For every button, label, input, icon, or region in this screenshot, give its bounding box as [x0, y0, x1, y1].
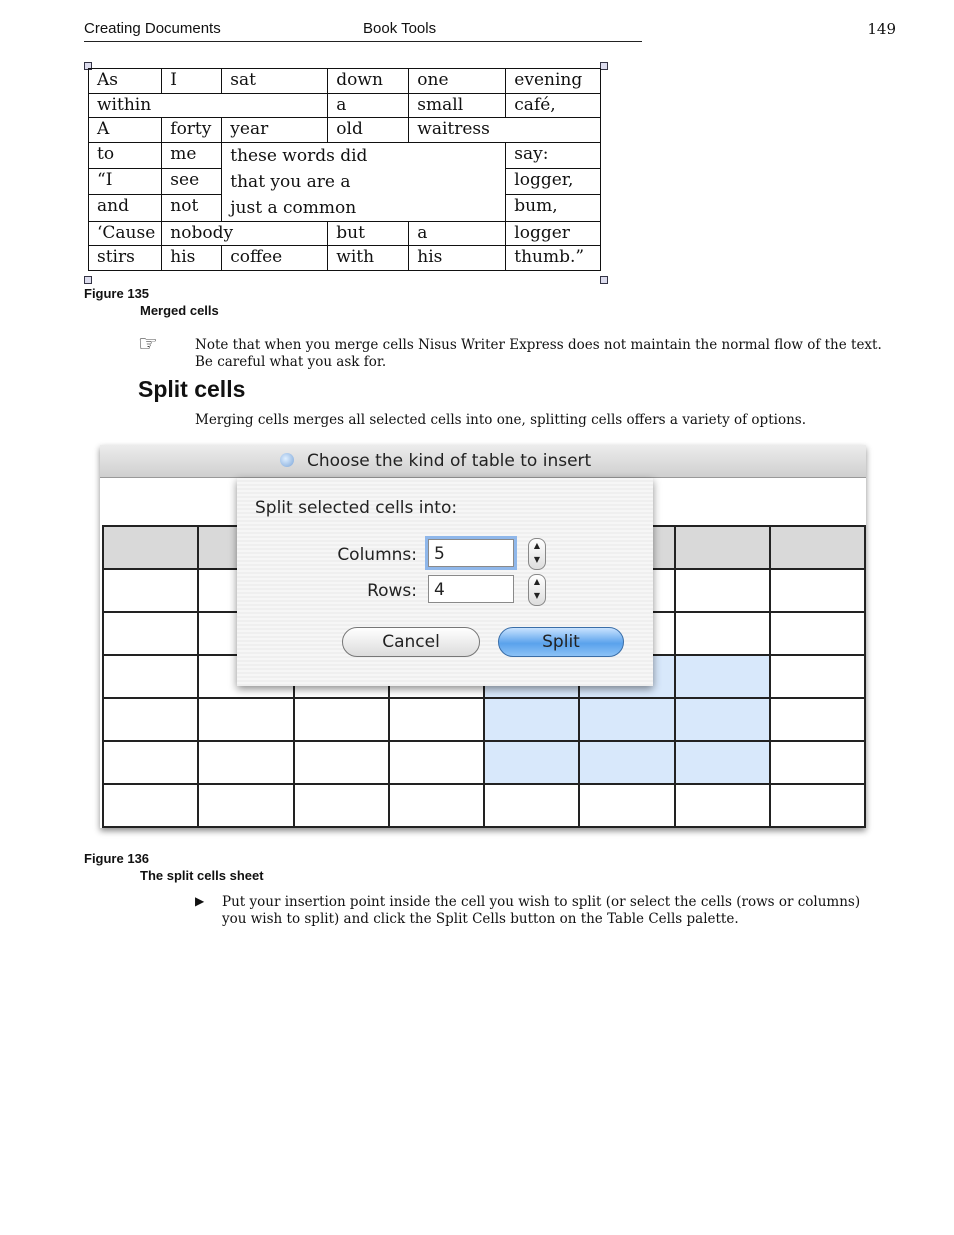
grid-cell[interactable]	[770, 741, 865, 784]
grid-cell[interactable]	[103, 526, 198, 569]
table-row	[89, 118, 601, 143]
table-cell: a	[328, 93, 409, 118]
merged-cells-table	[88, 68, 601, 271]
pointing-hand-icon: ☞	[138, 332, 158, 357]
grid-cell[interactable]	[389, 784, 484, 827]
table-cell: but	[328, 221, 409, 246]
merged-line: these words did	[230, 145, 368, 166]
grid-cell[interactable]	[103, 612, 198, 655]
selected-cell[interactable]	[675, 655, 770, 698]
table-cell: sat	[222, 69, 328, 94]
table-cell: old	[328, 118, 409, 143]
table-cell: to	[89, 142, 162, 168]
table-cell: ‘Cause	[89, 221, 162, 246]
grid-cell[interactable]	[770, 612, 865, 655]
grid-cell[interactable]	[103, 741, 198, 784]
grid-cell[interactable]	[294, 741, 389, 784]
rows-input[interactable]: 4	[428, 575, 514, 603]
table-cell: A	[89, 118, 162, 143]
grid-cell[interactable]	[770, 784, 865, 827]
grid-cell[interactable]	[103, 698, 198, 741]
table-cell: coffee	[222, 246, 328, 271]
header-chapter: Creating Documents	[84, 20, 221, 37]
grid-cell[interactable]	[770, 655, 865, 698]
selected-cell[interactable]	[675, 698, 770, 741]
table-cell: down	[328, 69, 409, 94]
grid-cell[interactable]	[675, 612, 770, 655]
header-section: Book Tools	[363, 20, 437, 37]
selected-cell[interactable]	[484, 741, 579, 784]
merged-line: just a common	[230, 197, 357, 218]
grid-cell[interactable]	[103, 569, 198, 612]
selected-cell[interactable]	[675, 741, 770, 784]
table-cell: small	[409, 93, 506, 118]
table-cell: me	[162, 142, 222, 168]
columns-label: Columns:	[337, 545, 417, 565]
selection-handle[interactable]	[84, 276, 92, 284]
grid-cell[interactable]	[198, 784, 293, 827]
grid-cell[interactable]	[579, 784, 674, 827]
table-row	[103, 741, 865, 784]
split-button[interactable]: Split	[498, 627, 624, 657]
rows-label: Rows:	[367, 581, 417, 601]
table-cell: logger,	[506, 168, 601, 194]
merged-line: that you are a	[230, 171, 351, 192]
table-cell: with	[328, 246, 409, 271]
table-cell: nobody	[162, 221, 328, 246]
grid-cell[interactable]	[484, 784, 579, 827]
grid-cell[interactable]	[294, 698, 389, 741]
selection-handle[interactable]	[600, 276, 608, 284]
table-cell: his	[162, 246, 222, 271]
figure-number: Figure 135	[84, 286, 150, 301]
merged-block-cell	[222, 142, 506, 221]
table-cell: his	[409, 246, 506, 271]
window-title: Choose the kind of table to insert	[307, 451, 592, 471]
rows-stepper[interactable]: ▲ ▼	[528, 574, 546, 606]
table-cell: forty	[162, 118, 222, 143]
note-text: Note that when you merge cells Nisus Writer Express does not maintain the normal flow of the text. Be careful what you ask for.	[195, 337, 882, 370]
table-row	[103, 784, 865, 827]
sheet-title: Split selected cells into:	[255, 498, 458, 518]
instruction-text: Put your insertion point inside the cell you wish to split (or select the cells (rows or columns) you wish to split) and click the Split Cells button on the Table Cells palette.	[222, 894, 861, 927]
table-cell: one	[409, 69, 506, 94]
table-row	[89, 142, 601, 168]
figure-caption: The split cells sheet	[140, 868, 264, 883]
selected-cell[interactable]	[579, 698, 674, 741]
figure-number: Figure 136	[84, 851, 150, 866]
table-row	[89, 246, 601, 271]
table-cell: say:	[506, 142, 601, 168]
table-cell: café,	[506, 93, 601, 118]
table-row	[89, 69, 601, 94]
page-number: 149	[867, 20, 896, 38]
grid-cell[interactable]	[198, 741, 293, 784]
bullet-arrow-icon: ▶	[195, 894, 205, 908]
table-cell: see	[162, 168, 222, 194]
table-cell: a	[409, 221, 506, 246]
table-cell: waitress	[409, 118, 601, 143]
split-cells-screenshot	[100, 445, 866, 828]
table-row	[103, 698, 865, 741]
grid-cell[interactable]	[389, 698, 484, 741]
cancel-button[interactable]: Cancel	[342, 627, 480, 657]
grid-cell[interactable]	[389, 741, 484, 784]
selected-cell[interactable]	[484, 698, 579, 741]
table-cell: evening	[506, 69, 601, 94]
grid-cell[interactable]	[770, 698, 865, 741]
grid-cell[interactable]	[675, 784, 770, 827]
grid-cell[interactable]	[770, 526, 865, 569]
grid-cell[interactable]	[198, 698, 293, 741]
split-cells-sheet	[237, 478, 653, 686]
table-cell: not	[162, 195, 222, 221]
table-row	[89, 221, 601, 246]
grid-cell[interactable]	[675, 569, 770, 612]
table-cell: I	[162, 69, 222, 94]
grid-cell[interactable]	[103, 784, 198, 827]
table-cell: year	[222, 118, 328, 143]
grid-cell[interactable]	[103, 655, 198, 698]
section-heading: Split cells	[138, 376, 246, 402]
table-row	[89, 93, 601, 118]
table-cell: bum,	[506, 195, 601, 221]
header-rule	[84, 41, 642, 42]
figure-caption: Merged cells	[140, 303, 219, 318]
table-cell: As	[89, 69, 162, 94]
selected-cell[interactable]	[579, 741, 674, 784]
grid-cell[interactable]	[675, 526, 770, 569]
table-cell: “I	[89, 168, 162, 194]
table-cell: within	[89, 93, 328, 118]
columns-input[interactable]: 5	[428, 539, 514, 567]
globe-icon	[280, 453, 294, 467]
table-cell: thumb.”	[506, 246, 601, 271]
grid-cell[interactable]	[770, 569, 865, 612]
table-cell: and	[89, 195, 162, 221]
section-intro: Merging cells merges all selected cells into one, splitting cells offers a variety of options.	[195, 412, 806, 428]
window-titlebar	[100, 445, 866, 478]
table-cell: stirs	[89, 246, 162, 271]
columns-stepper[interactable]: ▲ ▼	[528, 538, 546, 570]
table-cell: logger	[506, 221, 601, 246]
grid-cell[interactable]	[294, 784, 389, 827]
